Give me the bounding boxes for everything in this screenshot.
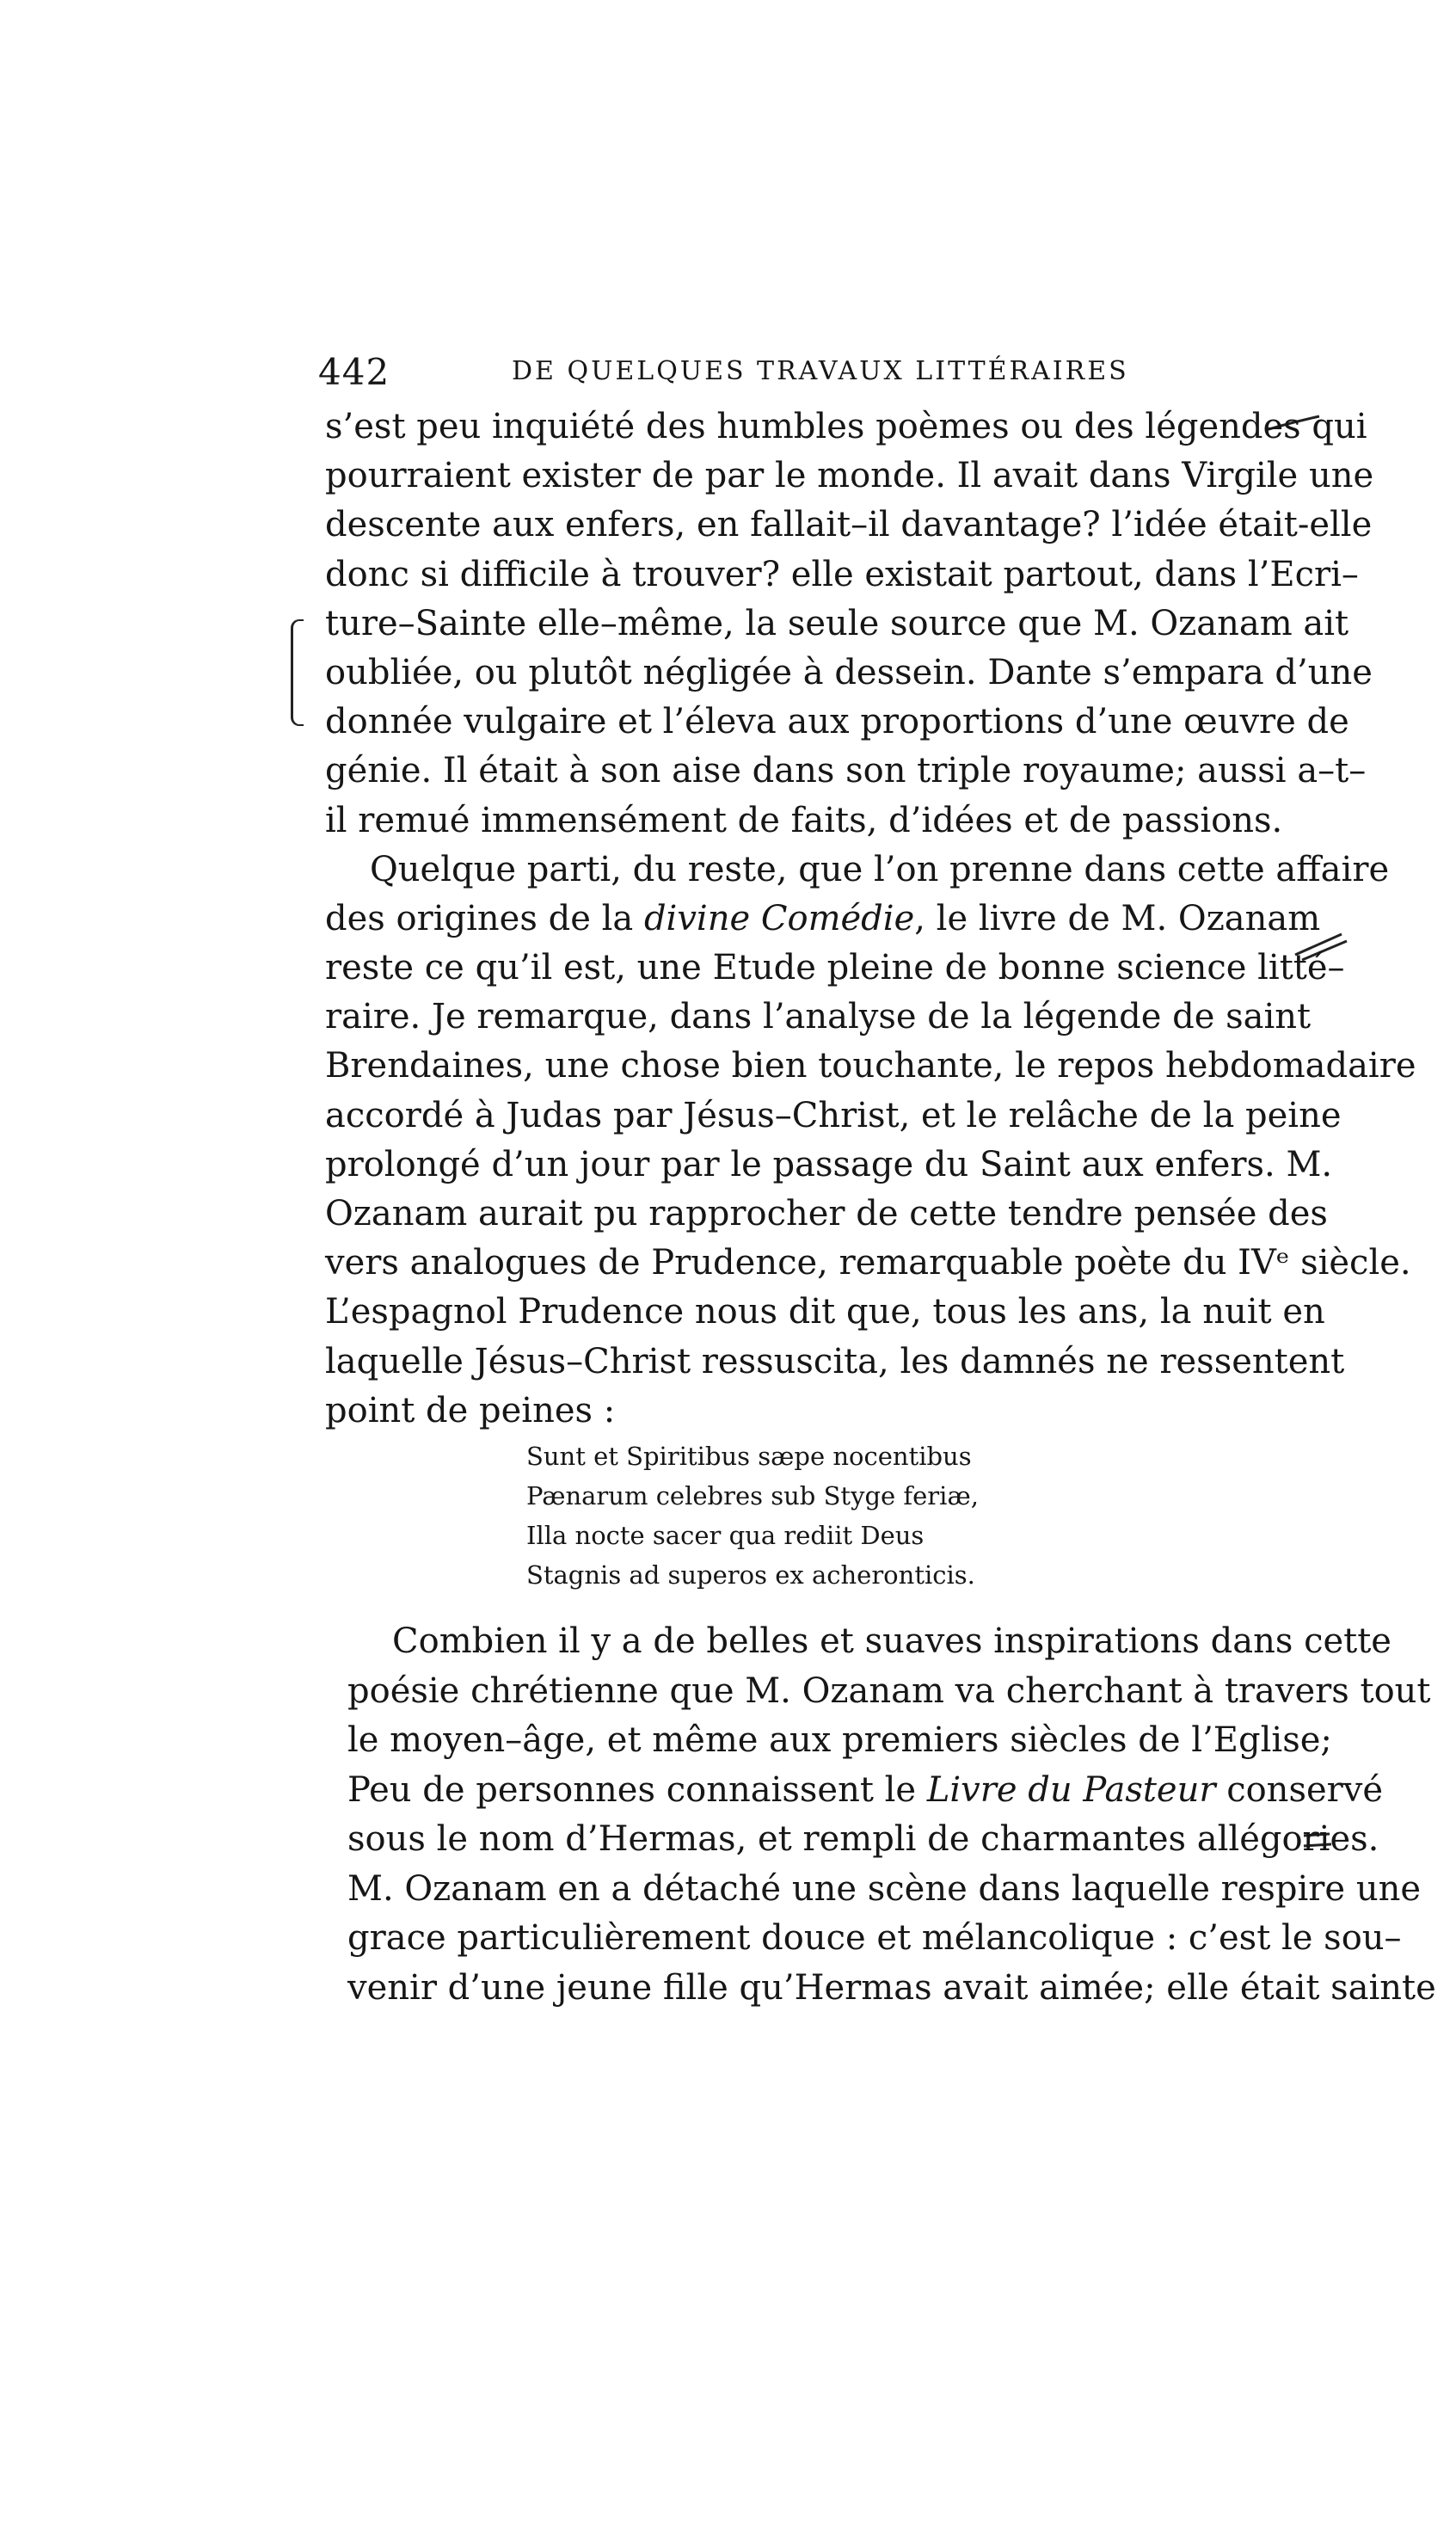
paragraph-1 <box>325 403 1416 1436</box>
verse-line: Pænarum celebres sub Styge feriæ, <box>526 1481 979 1510</box>
latin-verse-quote <box>526 1437 979 1595</box>
text-line: donc si difficile à trouver? elle existait partout, dans l’Ecri– <box>325 554 1359 594</box>
text-line: reste ce qu’il est, une Etude pleine de bonne science litté– <box>325 948 1345 988</box>
text-line: laquelle Jésus–Christ ressuscita, les damnés ne ressentent <box>325 1341 1345 1381</box>
text-line: sous le nom d’Hermas, et rempli de charmantes allégories. <box>347 1819 1379 1859</box>
text-line: Quelque parti, du reste, que l’on prenne dans cette affaire <box>370 849 1390 889</box>
text-line: descente aux enfers, en fallait–il davantage? l’idée était-elle <box>325 505 1373 545</box>
text-line: poésie chrétienne que M. Ozanam va cherchant à travers tout <box>347 1670 1431 1711</box>
text-run: , le livre de M. Ozanam <box>914 898 1321 938</box>
text-line: donnée vulgaire et l’éleva aux proportions d’une œuvre de <box>325 702 1349 742</box>
verse-line: Illa nocte sacer qua rediit Deus <box>526 1521 925 1550</box>
text-line <box>325 895 1321 944</box>
text-run: des origines de la <box>325 898 644 938</box>
text-line: L’espagnol Prudence nous dit que, tous les ans, la nuit en <box>325 1292 1325 1332</box>
text-line: ture–Sainte elle–même, la seule source que M. Ozanam ait <box>325 603 1349 643</box>
text-line: génie. Il était à son aise dans son triple royaume; aussi a–t– <box>325 751 1367 791</box>
text-line: point de peines : <box>325 1390 616 1430</box>
page-number: 442 <box>318 351 390 393</box>
verse-line: Sunt et Spiritibus sæpe nocentibus <box>526 1442 972 1471</box>
text-line: raire. Je remarque, dans l’analyse de la légende de saint <box>325 997 1312 1037</box>
text-line: accordé à Judas par Jésus–Christ, et le relâche de la peine <box>325 1095 1342 1135</box>
text-line: Combien il y a de belles et suaves inspirations dans cette <box>392 1621 1391 1661</box>
running-title: DE QUELQUES TRAVAUX LITTÉRAIRES <box>512 356 1129 386</box>
text-line: oubliée, ou plutôt négligée à dessein. Dante s’empara d’une <box>325 652 1373 692</box>
text-line <box>347 1766 1384 1816</box>
paragraph-3 <box>347 1617 1436 2013</box>
margin-bracket-mark <box>291 619 304 726</box>
text-run: conservé <box>1215 1769 1384 1810</box>
book-title-divine-comedie: divine Comédie <box>643 898 915 938</box>
text-line: M. Ozanam en a détaché une scène dans laquelle respire une <box>347 1868 1422 1909</box>
text-line: vers analogues de Prudence, remarquable poète du IVᵉ siècle. <box>325 1243 1411 1283</box>
text-line: venir d’une jeune fille qu’Hermas avait aimée; elle était sainte <box>347 1967 1436 2008</box>
text-line: s’est peu inquiété des humbles poèmes ou des légendes qui <box>325 407 1367 446</box>
text-line: le moyen–âge, et même aux premiers siècles de l’Eglise; <box>347 1720 1332 1760</box>
verse-line: Stagnis ad superos ex acheronticis. <box>526 1560 975 1590</box>
text-run: Peu de personnes connaissent le <box>347 1769 927 1810</box>
text-line: Ozanam aurait pu rapprocher de cette tendre pensée des <box>325 1194 1328 1234</box>
text-line: grace particulièrement douce et mélancolique : c’est le sou– <box>347 1918 1402 1958</box>
text-line: prolongé d’un jour par le passage du Saint aux enfers. M. <box>325 1144 1333 1184</box>
text-line: pourraient exister de par le monde. Il avait dans Virgile une <box>325 456 1374 496</box>
text-line: Brendaines, une chose bien touchante, le repos hebdomadaire <box>325 1046 1416 1086</box>
book-title-livre-du-pasteur: Livre du Pasteur <box>926 1769 1216 1810</box>
page-header <box>318 351 1264 403</box>
text-line: il remué immensément de faits, d’idées et de passions. <box>325 800 1283 840</box>
